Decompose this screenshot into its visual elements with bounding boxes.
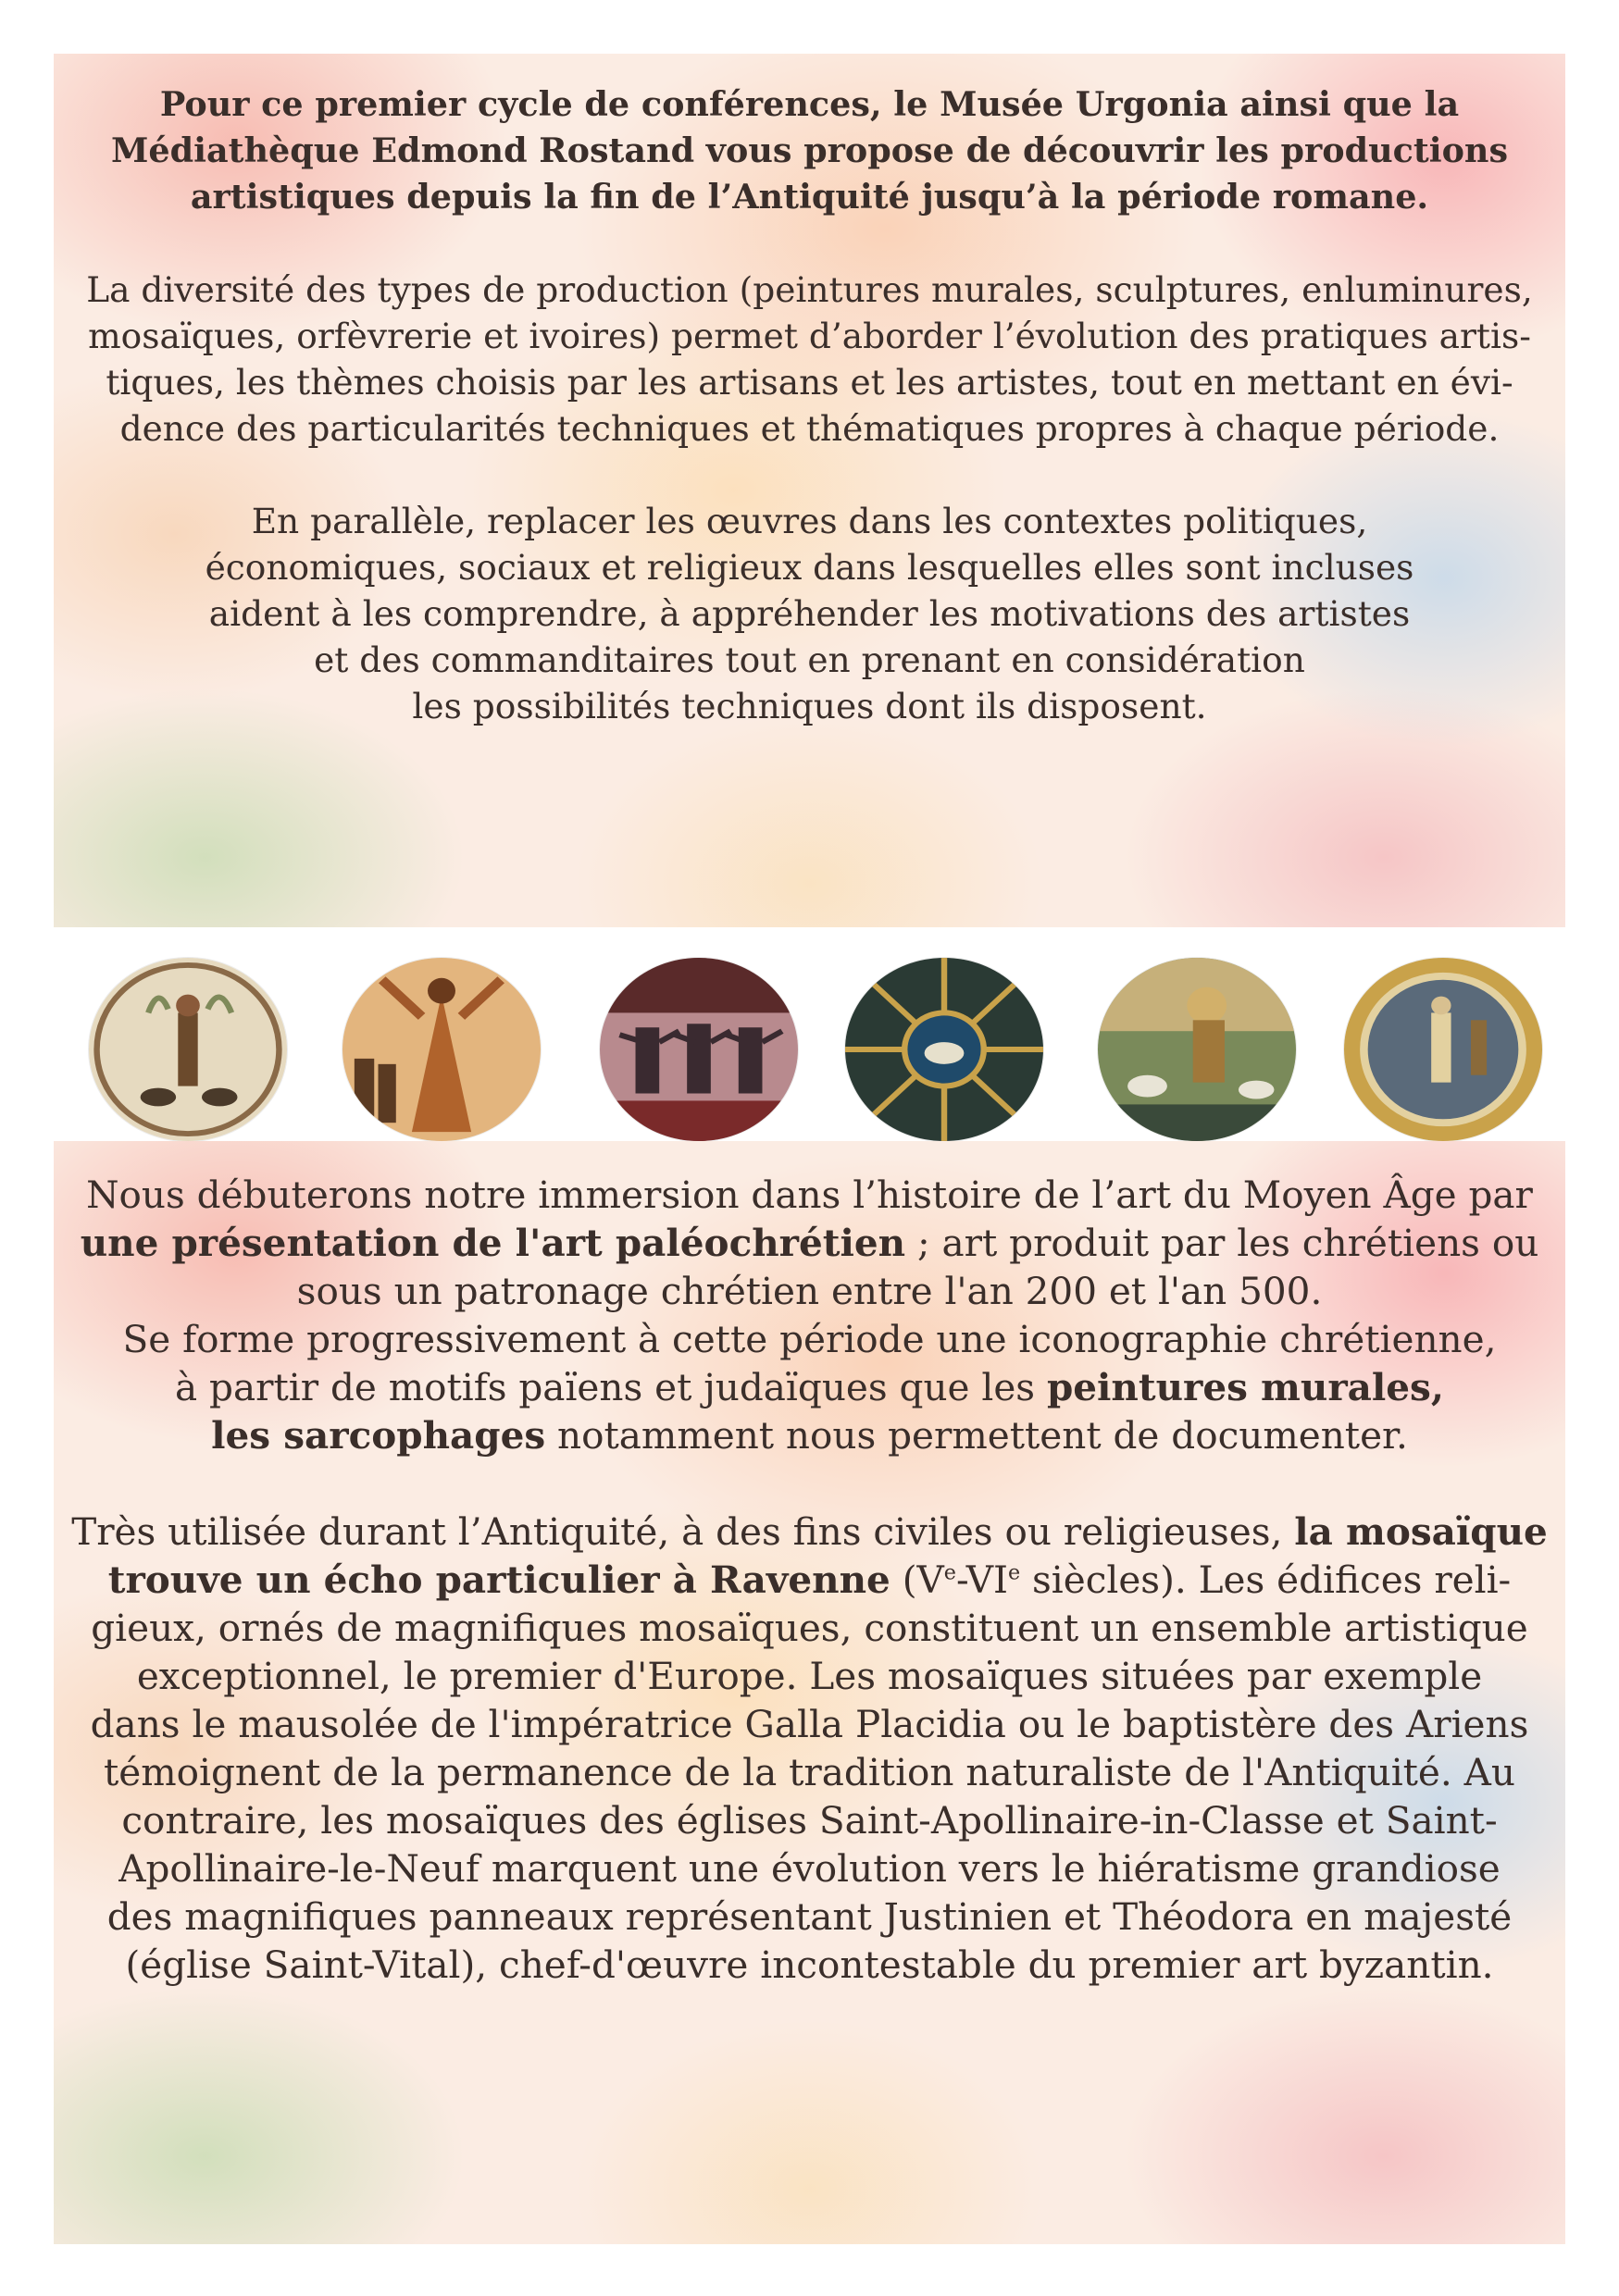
text-line: aident à les comprendre, à appréhender les motivations des artistes	[208, 593, 1411, 634]
text-line: artistiques depuis la fin de l’Antiquité jusqu’à la période romane.	[190, 177, 1429, 217]
text-line	[54, 1508, 1565, 1556]
emphasis-text: trouve un écho particulier à Ravenne	[107, 1558, 890, 1602]
text-run: -VI	[955, 1558, 1008, 1602]
paleochristian-paragraph	[54, 1171, 1565, 1459]
intro-panel	[54, 54, 1565, 927]
orant-figure-fresco-image	[342, 958, 541, 1141]
text-line: économiques, sociaux et religieux dans lesquelles elles sont incluses	[205, 547, 1414, 588]
text-run: à partir de motifs païens et judaïques que les	[175, 1365, 1047, 1409]
content-panel	[54, 1141, 1565, 2244]
text-line: contraire, les mosaïques des églises Saint-Apollinaire-in-Classe et Saint-	[121, 1798, 1498, 1843]
intro-lead-paragraph	[54, 81, 1565, 220]
text-line: Pour ce premier cycle de conférences, le Musée Urgonia ainsi que la	[159, 84, 1460, 124]
text-line: mosaïques, orfèvrerie et ivoires) permet d’aborder l’évolution des pratiques artis-	[88, 316, 1531, 356]
emphasis-text: la mosaïque	[1294, 1509, 1548, 1554]
text-run: ; art produit par les chrétiens ou	[905, 1221, 1539, 1265]
shepherd-mosaic-image	[1098, 958, 1296, 1141]
lamb-mosaic-image	[845, 958, 1043, 1141]
text-line: La diversité des types de production (peintures murales, sculptures, enluminures,	[86, 269, 1533, 310]
superscript: e	[943, 1560, 956, 1585]
text-line: Médiathèque Edmond Rostand vous propose de découvrir les productions	[110, 130, 1509, 170]
text-line	[54, 1219, 1565, 1267]
emphasis-text: une présentation de l'art paléochrétien	[80, 1221, 906, 1265]
text-line: Nous débuterons notre immersion dans l’histoire de l’art du Moyen Âge par	[86, 1173, 1533, 1217]
text-line	[54, 1556, 1565, 1604]
text-line	[54, 1411, 1565, 1459]
text-line: Apollinaire-le-Neuf marquent une évolution vers le hiératisme grandiose	[118, 1846, 1501, 1891]
text-line: des magnifiques panneaux représentant Justinien et Théodora en majesté	[106, 1894, 1513, 1939]
text-run: (V	[890, 1558, 944, 1602]
text-line: dans le mausolée de l'impératrice Galla Placidia ou le baptistère des Ariens	[90, 1702, 1529, 1746]
text-line: gieux, ornés de magnifiques mosaïques, constituent un ensemble artistique	[91, 1606, 1528, 1650]
text-run: notamment nous permettent de documenter.	[545, 1413, 1408, 1458]
parallel-paragraph	[54, 498, 1565, 729]
text-line: dence des particularités techniques et thématiques propres à chaque période.	[119, 408, 1500, 449]
text-line: témoignent de la permanence de la tradition naturaliste de l'Antiquité. Au	[104, 1750, 1515, 1794]
text-line: sous un patronage chrétien entre l'an 200 et l'an 500.	[296, 1269, 1323, 1313]
text-line: (église Saint-Vital), chef-d'œuvre incontestable du premier art byzantin.	[125, 1942, 1494, 1987]
superscript: e	[1007, 1560, 1021, 1585]
diversity-paragraph	[54, 267, 1565, 452]
text-line: exceptionnel, le premier d'Europe. Les mosaïques situées par exemple	[136, 1654, 1483, 1698]
good-shepherd-fresco-image	[89, 958, 287, 1141]
emphasis-text: les sarcophages	[211, 1413, 546, 1458]
mosaic-paragraph	[54, 1508, 1565, 1989]
text-run: Très utilisée durant l’Antiquité, à des fins civiles ou religieuses,	[71, 1509, 1295, 1554]
text-line: tiques, les thèmes choisis par les artisans et les artistes, tout en mettant en évi-	[106, 362, 1513, 403]
text-line: Se forme progressivement à cette période une iconographie chrétienne,	[122, 1317, 1497, 1361]
artwork-medallion-strip	[0, 949, 1619, 1143]
three-figures-fresco-image	[600, 958, 798, 1141]
baptism-mosaic-image	[1344, 958, 1542, 1141]
text-line: les possibilités techniques dont ils disposent.	[412, 686, 1207, 726]
text-line: En parallèle, replacer les œuvres dans les contextes politiques,	[251, 501, 1368, 541]
text-line: et des commanditaires tout en prenant en considération	[314, 639, 1305, 680]
emphasis-text: peintures murales,	[1046, 1365, 1444, 1409]
text-run: siècles). Les édifices reli-	[1020, 1558, 1512, 1602]
text-line	[54, 1363, 1565, 1411]
